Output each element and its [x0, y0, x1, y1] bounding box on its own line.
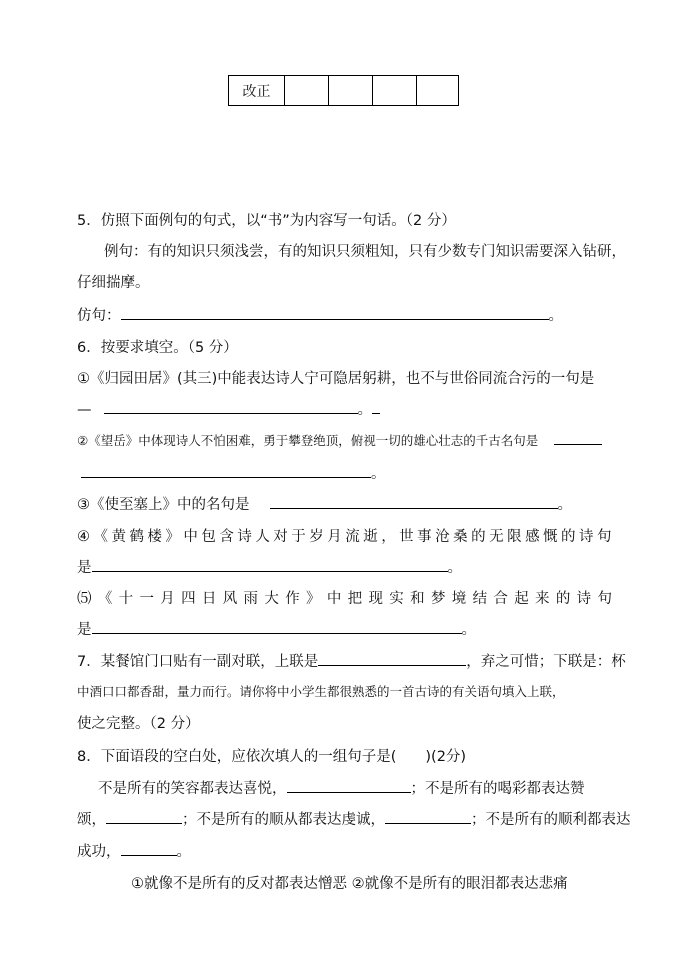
- q8-line2-a: 颂，: [77, 812, 106, 828]
- q6-item5-answer: [77, 618, 476, 639]
- q6-item2-line1: [77, 431, 602, 449]
- q7-line3: 使之完整。（2 分）: [77, 716, 200, 732]
- q5-answer-blank[interactable]: [121, 318, 549, 320]
- q8-title: 8．下面语段的空白处，应依次填人的一组句子是( )(2分): [77, 749, 467, 765]
- q7-line1: [77, 650, 626, 671]
- q6-item2-text: ②《望岳》中体现诗人不怕困难，勇于攀登绝顶，俯视一切的雄心壮志的千古名句是: [77, 433, 539, 448]
- q6-item1-line1: ①《归园田居》(其三)中能表达诗人宁可隐居躬耕，也不与世俗同流合污的一句是: [77, 371, 595, 387]
- correction-cell[interactable]: [329, 76, 373, 106]
- q6-item4-end: 。: [447, 560, 462, 576]
- q6-item2-blank-b[interactable]: [81, 476, 371, 478]
- q8-line2: [77, 808, 631, 829]
- q7-line2: 中酒口口都香甜，量力而行。请你将中小学生都很熟悉的一首古诗的有关语句填入上联，: [77, 684, 565, 699]
- q8-line1-a: 不是所有的笑容都表达喜悦，: [98, 781, 287, 797]
- q6-item5-blank[interactable]: [92, 632, 462, 634]
- q6-item4-blank[interactable]: [92, 570, 448, 572]
- q8-line1: [98, 777, 585, 798]
- q6-item2-answer: [81, 462, 386, 483]
- q5-example-line2: 仔细揣摩。: [77, 275, 150, 291]
- q6-item2-blank-a[interactable]: [554, 443, 602, 445]
- correction-cell[interactable]: [285, 76, 329, 106]
- q6-item1-dash: —: [77, 402, 92, 418]
- q8-blank-2[interactable]: [106, 822, 182, 824]
- q6-title: 6．按要求填空。（5 分）: [77, 340, 238, 356]
- q6-item5-end: 。: [461, 622, 476, 638]
- q8-blank-1[interactable]: [287, 791, 411, 793]
- q8-blank-4[interactable]: [121, 854, 177, 856]
- q8-line3-b: 。: [176, 844, 191, 860]
- q5-title: 5．仿照下面例句的句式，以“书”为内容写一句话。（2 分）: [77, 213, 456, 229]
- correction-table: [228, 75, 459, 106]
- q7-part2: ，弃之可惜；下联是：杯: [466, 654, 626, 670]
- q6-item4-line1: ④《黄鹤楼》中包含诗人对于岁月流逝，世事沧桑的无限感慨的诗句: [77, 529, 612, 545]
- q6-item1-answer: [77, 398, 380, 419]
- q8-line3-a: 成功，: [77, 844, 121, 860]
- q8-line2-b: ；不是所有的顺从都表达虔诚，: [182, 812, 385, 828]
- correction-cell[interactable]: [373, 76, 417, 106]
- q5-answer-line: [77, 304, 563, 325]
- q8-line1-b: ；不是所有的喝彩都表达赞: [410, 781, 585, 797]
- q6-item5-label: 是: [77, 622, 92, 638]
- q6-item5-line1: ⑸《十一月四日风雨大作》中把现实和梦境结合起来的诗句: [77, 591, 612, 607]
- q7-blank[interactable]: [318, 664, 466, 666]
- q6-item2-end: 。: [371, 466, 386, 482]
- q6-item3: [77, 493, 572, 514]
- q8-blank-3[interactable]: [385, 822, 471, 824]
- q5-period: 。: [548, 308, 563, 324]
- correction-label: 改正: [229, 76, 285, 106]
- q6-item1-blank[interactable]: [104, 412, 358, 414]
- q6-item1-end: 。: [357, 402, 372, 418]
- q6-item3-blank[interactable]: [270, 507, 558, 509]
- q6-item4-answer: [77, 556, 462, 577]
- q5-example-line1: 例句：有的知识只须浅尝，有的知识只须粗知，只有少数专门知识需要深入钻研，: [104, 244, 626, 260]
- q7-part1: 7．某餐馆门口贴有一副对联，上联是: [77, 654, 319, 670]
- q8-options: ①就像不是所有的反对都表达憎恶 ②就像不是所有的眼泪都表达悲痛: [131, 876, 568, 892]
- q8-line3: [77, 840, 191, 861]
- q6-item4-label: 是: [77, 560, 92, 576]
- q8-line2-c: ；不是所有的顺利都表达: [471, 812, 631, 828]
- correction-cell[interactable]: [417, 76, 459, 106]
- q6-item3-end: 。: [557, 497, 572, 513]
- q6-item3-text: ③《使至塞上》中的名句是: [77, 497, 250, 513]
- q5-answer-label: 仿句：: [77, 308, 121, 324]
